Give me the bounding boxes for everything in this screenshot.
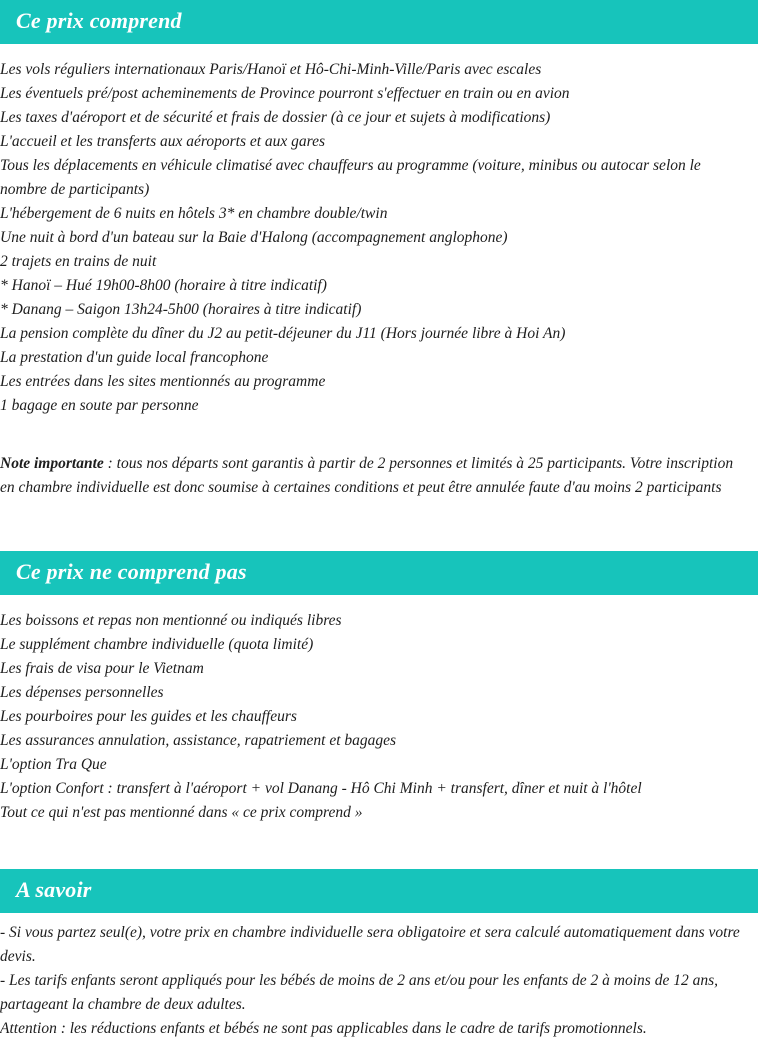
section-body-not-included xyxy=(0,609,758,825)
spacer xyxy=(0,595,758,609)
list-item: L'hébergement de 6 nuits en hôtels 3* en chambre double/twin xyxy=(0,205,388,222)
list-item: Les pourboires pour les guides et les chauffeurs xyxy=(0,708,297,725)
important-note-label: Note importante xyxy=(0,454,104,472)
section-body-included xyxy=(0,58,758,500)
list-item: Le supplément chambre individuelle (quota limité) xyxy=(0,636,314,653)
list-item: Les boissons et repas non mentionné ou indiqués libres xyxy=(0,612,342,629)
list-item: * Hanoï – Hué 19h00-8h00 (horaire à titre indicatif) xyxy=(0,277,327,294)
section-header-included: Ce prix comprend xyxy=(0,0,758,44)
spacer xyxy=(0,825,758,869)
list-item: La pension complète du dîner du J2 au petit-déjeuner du J11 (Hors journée libre à Hoi An) xyxy=(0,325,566,342)
good-to-know-list xyxy=(0,921,748,1041)
important-note-text: : tous nos départs sont garantis à partir de 2 personnes et limités à 25 participants. Votre inscription en chambre individuelle est donc soumise à certaines conditions et peut être annulée faute d'au moins 2 participants xyxy=(0,454,734,496)
list-item: L'option Confort : transfert à l'aéroport + vol Danang - Hô Chi Minh + transfert, dîner et nuit à l'hôtel xyxy=(0,780,642,797)
list-item: Tout ce qui n'est pas mentionné dans « ce prix comprend » xyxy=(0,804,363,821)
list-item: 2 trajets en trains de nuit xyxy=(0,253,157,270)
spacer xyxy=(0,515,758,551)
not-included-list xyxy=(0,609,748,825)
list-item: Les vols réguliers internationaux Paris/Hanoï et Hô-Chi-Minh-Ville/Paris avec escales xyxy=(0,61,542,78)
list-item: La prestation d'un guide local francophone xyxy=(0,349,269,366)
list-item: Les éventuels pré/post acheminements de Province pourront s'effectuer en train ou en avion xyxy=(0,85,570,102)
list-item: L'accueil et les transferts aux aéroports et aux gares xyxy=(0,133,326,150)
list-item: - Les tarifs enfants seront appliqués pour les bébés de moins de 2 ans et/ou pour les enfants de 2 à moins de 12 ans, partageant la chambre de deux adultes. xyxy=(0,972,718,1013)
section-header-not-included: Ce prix ne comprend pas xyxy=(0,551,758,595)
included-list xyxy=(0,58,748,418)
list-item: 1 bagage en soute par personne xyxy=(0,397,199,414)
important-note xyxy=(0,452,748,500)
list-item: * Danang – Saigon 13h24-5h00 (horaires à titre indicatif) xyxy=(0,301,362,318)
list-item: Attention : les réductions enfants et bébés ne sont pas applicables dans le cadre de tarifs promotionnels. xyxy=(0,1020,647,1037)
list-item: - Si vous partez seul(e), votre prix en chambre individuelle sera obligatoire et sera calculé automatiquement dans votre devis. xyxy=(0,924,740,965)
list-item: Tous les déplacements en véhicule climatisé avec chauffeurs au programme (voiture, minibus ou autocar selon le nombre de participants) xyxy=(0,157,701,198)
list-item: Une nuit à bord d'un bateau sur la Baie d'Halong (accompagnement anglophone) xyxy=(0,229,508,246)
list-item: Les dépenses personnelles xyxy=(0,684,164,701)
list-item: Les assurances annulation, assistance, rapatriement et bagages xyxy=(0,732,397,749)
list-item: Les taxes d'aéroport et de sécurité et frais de dossier (à ce jour et sujets à modifications) xyxy=(0,109,551,126)
spacer xyxy=(0,418,748,436)
list-item: Les entrées dans les sites mentionnés au programme xyxy=(0,373,326,390)
spacer xyxy=(0,44,758,58)
section-header-good-to-know: A savoir xyxy=(0,869,758,913)
section-body-good-to-know xyxy=(0,913,758,1041)
list-item: L'option Tra Que xyxy=(0,756,107,773)
list-item: Les frais de visa pour le Vietnam xyxy=(0,660,204,677)
